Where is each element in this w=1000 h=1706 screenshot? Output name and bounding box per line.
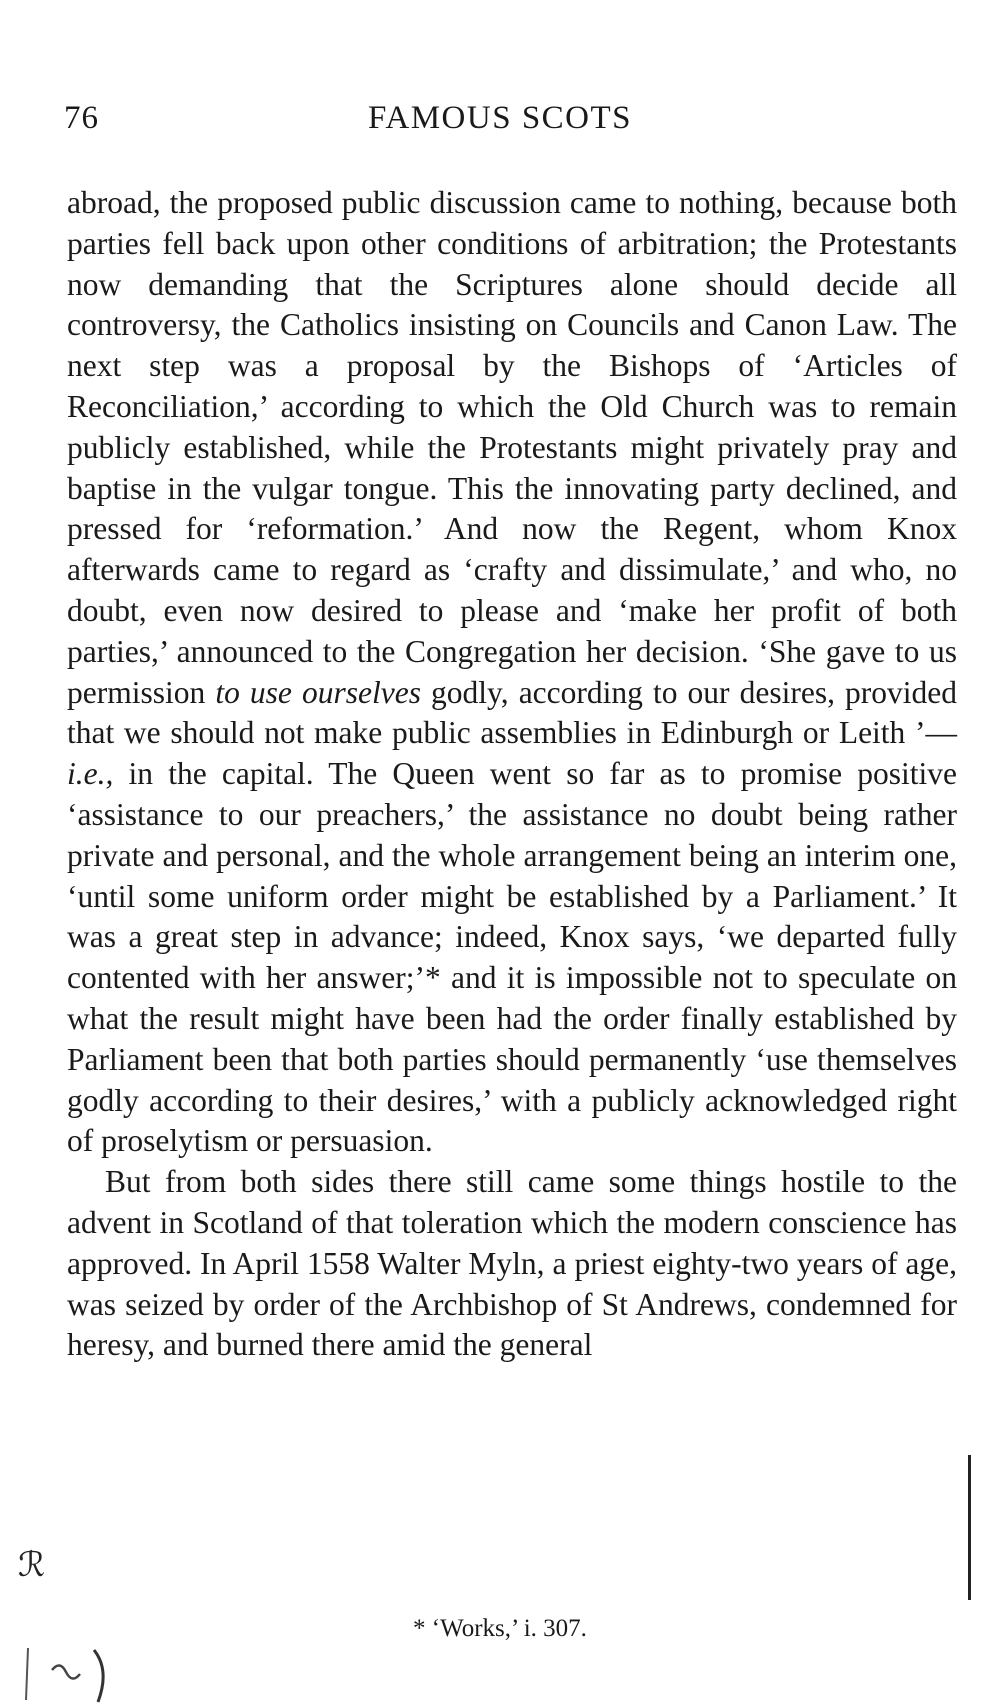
handwritten-margin-mark: ℛ (18, 1547, 46, 1584)
body-text (67, 183, 957, 1366)
italic-abbreviation: i.e., (67, 756, 114, 792)
paragraph: But from both sides there still came some things hostile to the advent in Scotland of that toleration which the modern conscience has approved. In April 1558 Walter Myln, a priest eighty-two years of age, was seized by order of the Archbishop of St Andrews, condemned for heresy, and burned there amid the general (67, 1164, 957, 1363)
paragraph (67, 183, 957, 1162)
paragraph-text: in the capital. The Queen went so far as to promise positive ‘assistance to our preachers,’ the assistance no doubt being rather private and personal, and the whole arrangement being an interim one, ‘until some uniform order might be established by a Parliament.’ It was a great step in advance; indeed, Knox says, ‘we departed fully contented with her answer;’* and it is impossible not to speculate on what the result might have been had the order finally established by Parliament been that both parties should permanently ‘use themselves godly according to their desires,’ with a publicly acknowledged right of proselytism or persuasion. (67, 756, 957, 1159)
italic-phrase: to use ourselves (215, 674, 421, 710)
running-head: FAMOUS SCOTS (367, 100, 633, 136)
paragraph-text: abroad, the proposed public discussion came to nothing, because both parties fell back upon other conditions of arbitration; the Protestants now demanding that the Scriptures alone should decide all controversy, the Catholics insisting on Councils and Canon Law. The next step was a proposal by the Bishops of ‘Articles of Reconciliation,’ according to which the Old Church was to remain publicly established, while the Protestants might privately pray and baptise in the vulgar tongue. This the innovating party declined, and pressed for ‘reformation.’ And now the Regent, whom Knox afterwards came to regard as ‘crafty and dissimulate,’ and who, no doubt, even now desired to please and ‘make her profit of both parties,’ announced to the Congregation her decision. ‘She gave to us permission (67, 185, 957, 710)
page-number: 76 (64, 100, 99, 136)
footnote: * ‘Works,’ i. 307. (413, 1615, 587, 1642)
handwritten-margin-line (968, 1455, 971, 1600)
handwritten-scribble (22, 1640, 132, 1706)
paragraph-text: godly, according to our desires, provided that we should not make public assemblies in Edinburgh or Leith ’— (67, 674, 957, 751)
